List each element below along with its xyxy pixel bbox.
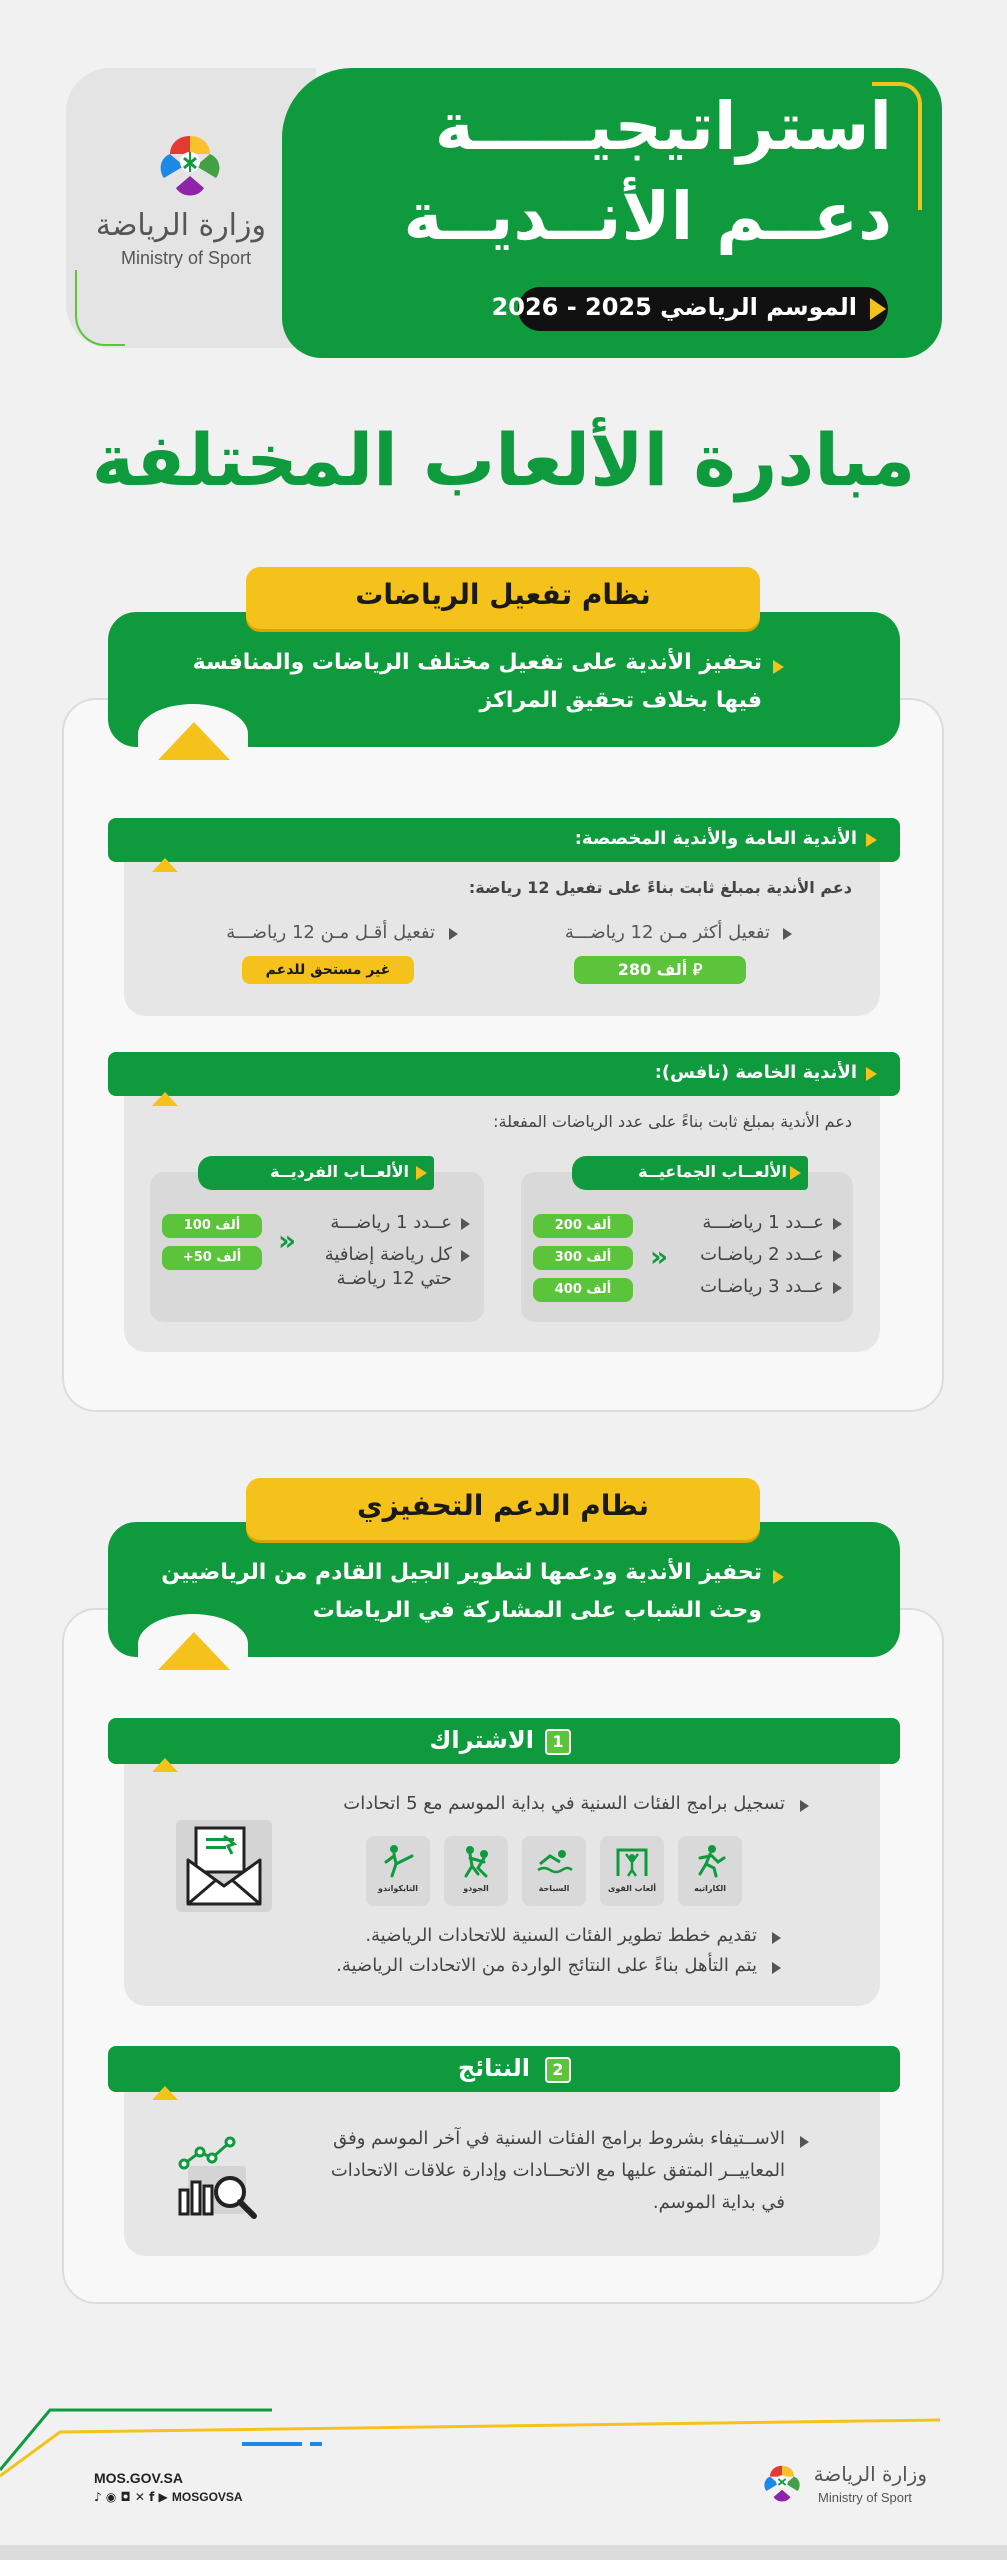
subscription-item1: تسجيل برامج الفئات السنية في بداية الموسم مع 5 اتحادات — [343, 1793, 785, 1814]
snapchat-icon[interactable]: ◉ — [105, 2490, 117, 2504]
header-title-line1: استراتيجيـــــة — [434, 88, 892, 165]
footer-ministry-en: Ministry of Sport — [818, 2490, 912, 2505]
individual-sports-title: الألعــاب الفرديــة — [270, 1162, 409, 1181]
footer-site[interactable]: MOS.GOV.SA — [94, 2470, 183, 2486]
judo-icon — [456, 1844, 496, 1878]
results-line1: الاســتيفاء بشروط برامج الفئات السنية في آخر الموسم وفق — [333, 2128, 785, 2149]
section1-intro-bullet — [773, 660, 784, 674]
main-title: مبادرة الألعاب المختلفة — [91, 418, 916, 502]
subscription-title: الاشتراك — [429, 1726, 534, 1754]
sport-label-taekwondo: التايكواندو — [377, 1884, 419, 1893]
subscription-item3-bullet — [772, 1962, 781, 1974]
sport-tile-athletics — [600, 1836, 664, 1906]
footer-logo — [752, 2458, 812, 2516]
facebook-icon[interactable]: f — [149, 2490, 155, 2504]
section2-intro-line1: تحفيز الأندية ودعمها لتطوير الجيل القادم من الرياضيين — [161, 1560, 762, 1585]
team-row3-bullet — [833, 1282, 842, 1294]
footer-ministry-ar: وزارة الرياضة — [813, 2462, 927, 2486]
individual-row1-label: عــدد 1 رياضـــة — [330, 1212, 452, 1233]
team-row2-value-text: 300 ألف — [554, 1250, 612, 1265]
team-row1-bullet — [833, 1218, 842, 1230]
team-row1-value — [533, 1214, 633, 1238]
individual-row1-value — [162, 1214, 262, 1238]
individual-row2-label-b: حتي 12 رياضـة — [336, 1268, 452, 1289]
public-clubs-desc: دعم الأندية بمبلغ ثابت بناءً على تفعيل 12 رياضة: — [468, 878, 852, 897]
x-icon[interactable]: ✕ — [134, 2490, 145, 2504]
individual-row2-label-a: كل رياضة إضافية — [324, 1244, 452, 1265]
public-less-bullet — [449, 928, 458, 940]
section2-badge-label: نظام الدعم التحفيزي — [356, 1489, 650, 1522]
season-label: الموسم الرياضي 2025 - 2026 — [491, 293, 857, 321]
public-clubs-title: الأندية العامة والأندية المخصصة: — [574, 828, 857, 849]
header-title-line2: دعــم الأنــديــة — [403, 178, 892, 255]
individual-row2-bullet — [461, 1250, 470, 1262]
team-sports-chevron-icon: « — [650, 1240, 669, 1273]
individual-sports-tab-bullet — [416, 1166, 427, 1180]
subscription-item3: يتم التأهل بناءً على النتائج الواردة من الاتحادات الرياضية. — [336, 1955, 757, 1976]
youtube-icon[interactable]: ▶ — [158, 2490, 168, 2504]
team-sports-tab-bullet — [790, 1166, 801, 1180]
sport-tile-karate — [678, 1836, 742, 1906]
results-line2: المعاييــر المتفق عليها مع الاتحــادات وإدارة علاقات الاتحادات — [330, 2160, 785, 2181]
subscription-item1-bullet — [800, 1800, 809, 1812]
sport-label-swimming: السباحة — [538, 1884, 570, 1893]
public-more-bullet — [783, 928, 792, 940]
taekwondo-icon — [378, 1844, 418, 1878]
team-row1-label: عــدد 1 رياضـــة — [702, 1212, 824, 1233]
public-more-value — [574, 956, 746, 984]
private-clubs-desc: دعم الأندية بمبلغ ثابت بناءً على عدد الرياضات المفعلة: — [493, 1112, 852, 1131]
results-number-badge: 2 — [545, 2057, 571, 2083]
individual-row2-value-text: +50 ألف — [182, 1250, 242, 1265]
ministry-name-ar: وزارة الرياضة — [95, 208, 266, 243]
results-triangle — [152, 2086, 178, 2100]
team-row2-bullet — [833, 1250, 842, 1262]
public-less-value: غير مستحق للدعم — [242, 956, 414, 984]
section1-badge-label: نظام تفعيل الرياضات — [355, 578, 651, 611]
ministry-name-en: Ministry of Sport — [120, 248, 252, 268]
analytics-icon — [174, 2134, 270, 2226]
sport-label-athletics: ألعاب القوى — [608, 1884, 656, 1893]
team-row1-value-text: 200 ألف — [554, 1218, 612, 1233]
swimming-icon — [534, 1844, 574, 1878]
bottom-band — [0, 2545, 1007, 2560]
subscription-item2: تقديم خطط تطوير الفئات السنية للاتحادات الرياضية. — [365, 1925, 757, 1946]
athletics-icon — [612, 1844, 652, 1878]
team-row3-value-text: 400 ألف — [554, 1282, 612, 1297]
public-more-value-text: 280 ألف — [617, 960, 688, 979]
section2-intro-bullet — [773, 1570, 784, 1584]
ministry-emblem-icon — [140, 128, 240, 208]
section1-intro-line1: تحفيز الأندية على تفعيل مختلف الرياضات والمنافسة — [192, 650, 762, 675]
public-less-label: تفعيل أقـل مـن 12 رياضـــة — [226, 922, 435, 943]
section2-notch-triangle — [158, 1632, 230, 1670]
private-clubs-title: الأندية الخاصة (نافس): — [654, 1062, 857, 1083]
individual-sports-chevron-icon: « — [278, 1224, 297, 1257]
team-row3-value — [533, 1278, 633, 1302]
sport-tile-taekwondo — [366, 1836, 430, 1906]
tiktok-icon[interactable]: ♪ — [94, 2490, 102, 2504]
sport-label-judo: الجودو — [463, 1884, 489, 1893]
team-sports-title: الألعــاب الجماعيــة — [638, 1162, 787, 1181]
karate-icon — [690, 1844, 730, 1878]
footer-emblem-icon — [752, 2458, 812, 2512]
public-clubs-triangle — [152, 858, 178, 872]
social-icons — [94, 2490, 243, 2504]
team-row2-value — [533, 1246, 633, 1270]
sport-tile-judo — [444, 1836, 508, 1906]
individual-row2-value — [162, 1246, 262, 1270]
envelope-icon — [176, 1820, 272, 1912]
ministry-logo — [140, 128, 240, 212]
team-row3-label: عــدد 3 رياضـات — [700, 1276, 824, 1297]
season-arrow-icon — [870, 298, 886, 320]
subscription-number-badge: 1 — [545, 1729, 571, 1755]
section1-intro-line2: فيها بخلاف تحقيق المراكز — [479, 688, 762, 713]
sport-tile-swimming — [522, 1836, 586, 1906]
results-title: النتائج — [457, 2054, 530, 2082]
public-clubs-bullet — [866, 833, 877, 847]
results-line3: في بداية الموسم. — [652, 2192, 785, 2213]
subscription-triangle — [152, 1758, 178, 1772]
results-bullet — [800, 2136, 809, 2148]
riyal-icon: ⃁ — [692, 960, 703, 979]
private-clubs-bullet — [866, 1067, 877, 1081]
public-more-label: تفعيل أكثر مـن 12 رياضـــة — [564, 922, 770, 943]
individual-row1-value-text: 100 ألف — [183, 1218, 241, 1233]
footer-handle[interactable]: MOSGOVSA — [171, 2490, 243, 2504]
private-clubs-triangle — [152, 1092, 178, 1106]
team-row2-label: عــدد 2 رياضـات — [700, 1244, 824, 1265]
subscription-item2-bullet — [772, 1932, 781, 1944]
section1-notch-triangle — [158, 722, 230, 760]
instagram-icon[interactable]: ◘ — [120, 2490, 131, 2504]
sport-label-karate: الكاراتيه — [694, 1884, 726, 1893]
section2-intro-line2: وحث الشباب على المشاركة في الرياضات — [312, 1598, 762, 1623]
individual-row1-bullet — [461, 1218, 470, 1230]
header-accent-line — [75, 270, 125, 346]
